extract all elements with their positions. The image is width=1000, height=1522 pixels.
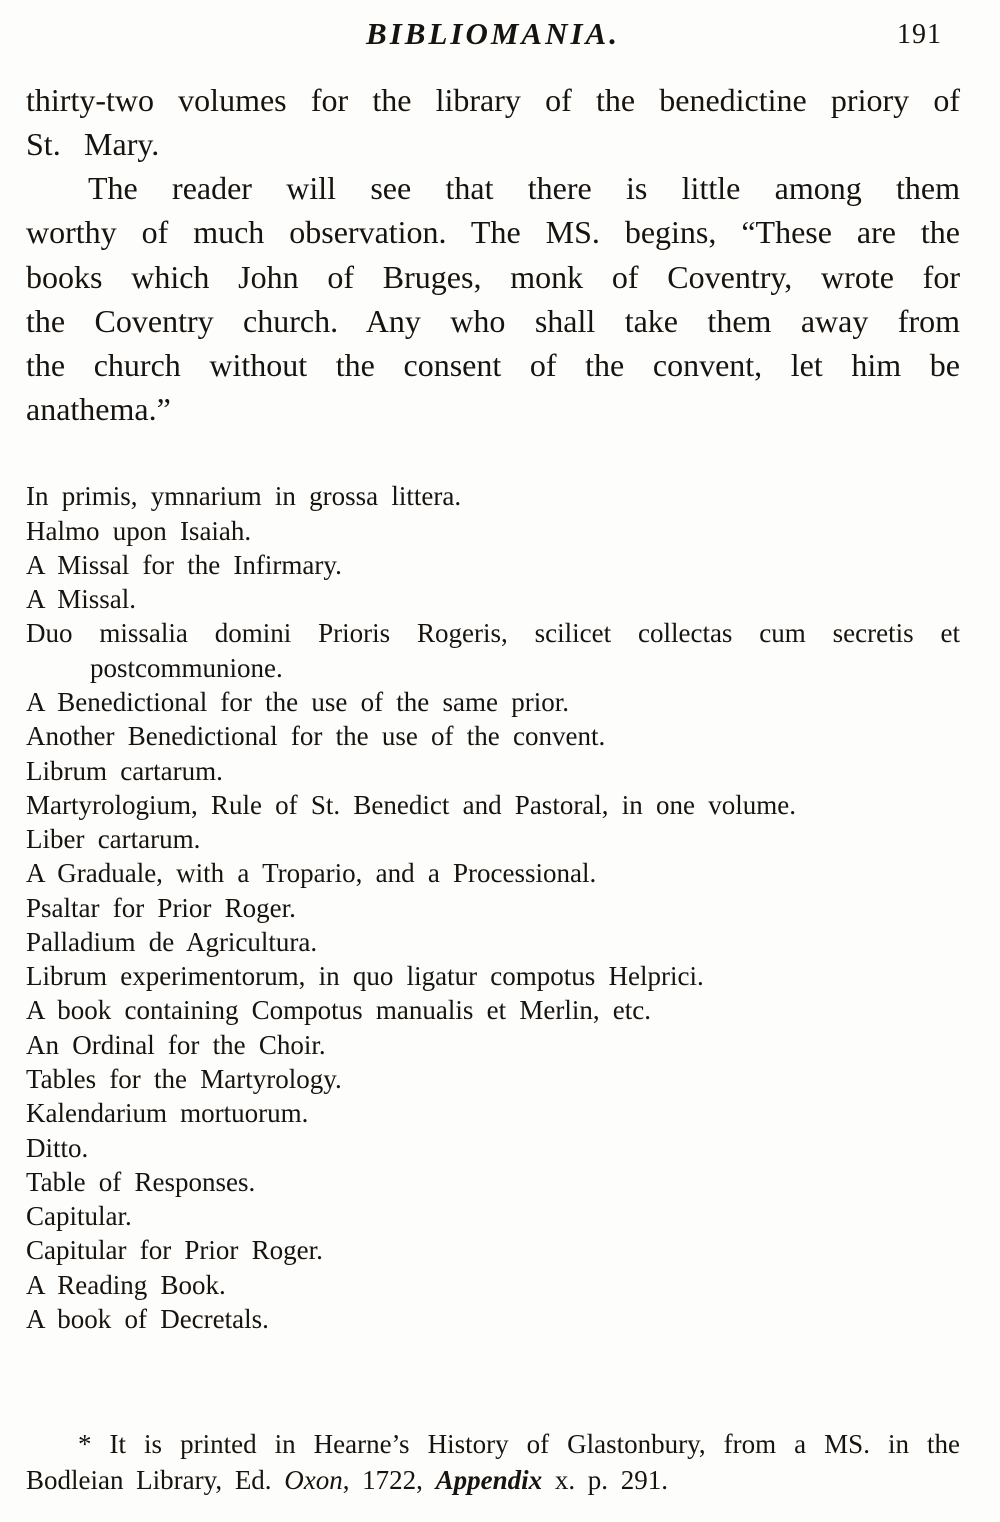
paragraph: The reader will see that there is little among them worthy of much observation. The MS. begins, “These are the books which John of Bruges, monk of Coventry, wrote for the Coventry church. Any who shall take them away from the church without the consent of the convent, let him be anathema.” xyxy=(26,170,960,428)
list-item: A Reading Book. xyxy=(26,1269,226,1300)
list-item: Psaltar for Prior Roger. xyxy=(26,892,296,923)
list-item: Tables for the Martyrology. xyxy=(26,1064,342,1095)
footnote-segment: , 1722, xyxy=(342,1464,436,1495)
list-item: Another Benedictional for the use of the convent. xyxy=(26,721,606,752)
footnote-segment: x. p. 291. xyxy=(542,1464,668,1495)
list-item: Liber cartarum. xyxy=(26,824,201,855)
list-item: A Graduale, with a Tropario, and a Processional. xyxy=(26,858,597,889)
paragraph-continued: thirty-two volumes for the library of the benedictine priory of St. Mary. xyxy=(26,82,960,163)
footnote-citation-italic: Appendix xyxy=(435,1464,543,1495)
footnote-text xyxy=(26,1426,960,1498)
list-item: Librum cartarum. xyxy=(26,755,223,786)
list-item: A book containing Compotus manualis et Merlin, etc. xyxy=(26,995,652,1026)
footnote-segment: * It is printed in Hearne’s History of Glastonbury, from a MS. in the Bodleian Library, Ed. xyxy=(26,1428,960,1495)
list-item: Table of Responses. xyxy=(26,1166,256,1197)
list-item: Halmo upon Isaiah. xyxy=(26,515,252,546)
running-title: BIBLIOMANIA. xyxy=(366,16,620,51)
book-list xyxy=(26,479,960,1336)
list-item: In primis, ymnarium in grossa littera. xyxy=(26,481,462,512)
footnote xyxy=(26,1426,960,1502)
list-item: Kalendarium mortuorum. xyxy=(26,1098,309,1129)
list-item: Martyrologium, Rule of St. Benedict and Pastoral, in one volume. xyxy=(26,789,796,820)
list-item: A Benedictional for the use of the same prior. xyxy=(26,686,569,717)
list-item: A book of Decretals. xyxy=(26,1304,269,1334)
list-item: Capitular. xyxy=(26,1201,132,1232)
list-item: A Missal for the Infirmary. xyxy=(26,549,342,580)
main-text xyxy=(26,78,960,431)
list-item: Capitular for Prior Roger. xyxy=(26,1235,323,1266)
list-item: A Missal. xyxy=(26,584,136,615)
page-header xyxy=(26,16,960,60)
page-number: 191 xyxy=(897,19,942,50)
list-item: An Ordinal for the Choir. xyxy=(26,1029,326,1060)
list-item: Librum experimentorum, in quo ligatur compotus Helprici. xyxy=(26,961,704,992)
footnote-citation-italic: Oxon xyxy=(284,1464,343,1495)
list-item: Ditto. xyxy=(26,1132,89,1163)
list-item: Palladium de Agricultura. xyxy=(26,926,318,957)
list-item: Duo missalia domini Prioris Rogeris, scilicet collectas cum secretis et postcommunione. xyxy=(26,618,960,683)
